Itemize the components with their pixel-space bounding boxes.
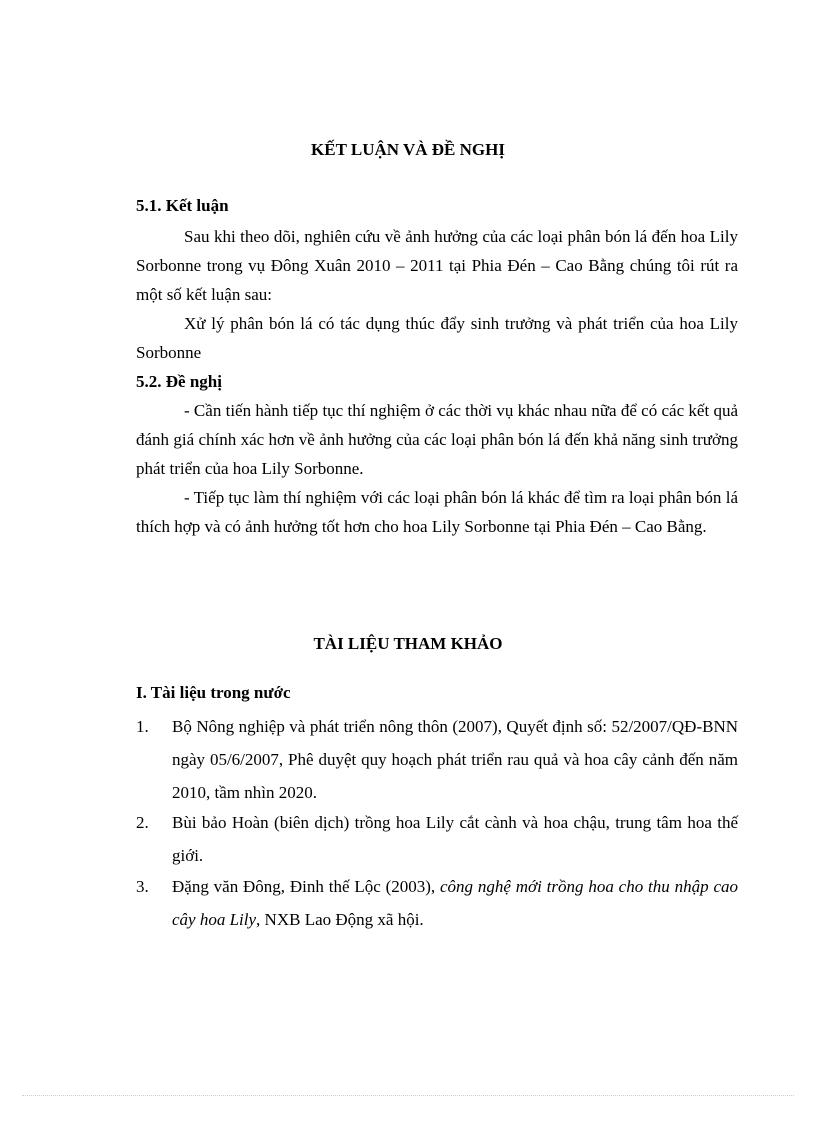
conclusion-paragraph-2: Xử lý phân bón lá có tác dụng thúc đẩy sinh trưởng và phát triển của hoa Lily Sorbonne	[136, 314, 738, 362]
reference-item	[136, 870, 738, 936]
reference-text	[172, 870, 738, 936]
reference-text-start: Đặng văn Đông, Đinh thế Lộc (2003),	[172, 877, 440, 896]
reference-title-italic: công nghệ mới trồng hoa cho thu nhập cao cây hoa Lily	[172, 877, 738, 929]
references-title: TÀI LIỆU THAM KHẢO	[313, 634, 503, 653]
reference-text: Bộ Nông nghiệp và phát triển nông thôn (2007), Quyết định số: 52/2007/QĐ-BNN ngày 05/6/2007, Phê duyệt quy hoạch phát triển rau quả và hoa cây cảnh đến năm 2010, tầm nhìn 2020.	[172, 717, 738, 802]
domestic-references-heading: I. Tài liệu trong nước	[136, 683, 291, 702]
recommendation-heading: 5.2. Đề nghị	[136, 372, 222, 391]
reference-number: 3.	[136, 877, 149, 896]
reference-text: Bùi bảo Hoàn (biên dịch) trồng hoa Lily cắt cành và hoa chậu, trung tâm hoa thế giới.	[172, 813, 738, 865]
reference-number: 2.	[136, 813, 149, 832]
conclusion-heading: 5.1. Kết luận	[136, 196, 229, 215]
conclusion-title: KẾT LUẬN VÀ ĐỀ NGHỊ	[311, 140, 505, 159]
reference-item	[136, 710, 738, 809]
page-bottom-rule	[22, 1095, 794, 1096]
conclusion-paragraph-1: Sau khi theo dõi, nghiên cứu về ảnh hưởng của các loại phân bón lá đến hoa Lily Sorbonne trong vụ Đông Xuân 2010 – 2011 tại Phia Đén – Cao Bằng chúng tôi rút ra một số kết luận sau:	[136, 227, 738, 304]
reference-text-end: , NXB Lao Động xã hội.	[256, 910, 424, 929]
recommendation-paragraph-2: - Tiếp tục làm thí nghiệm với các loại phân bón lá khác để tìm ra loại phân bón lá thích hợp và có ảnh hưởng tốt hơn cho hoa Lily Sorbonne tại Phia Đén – Cao Bằng.	[136, 488, 738, 536]
recommendation-paragraph-1: - Cần tiến hành tiếp tục thí nghiệm ở các thời vụ khác nhau nữa để có các kết quả đánh giá chính xác hơn về ảnh hưởng của các loại phân bón lá đến khả năng sinh trưởng phát triển của hoa Lily Sorbonne.	[136, 401, 738, 478]
reference-item	[136, 806, 738, 872]
reference-number: 1.	[136, 717, 149, 736]
